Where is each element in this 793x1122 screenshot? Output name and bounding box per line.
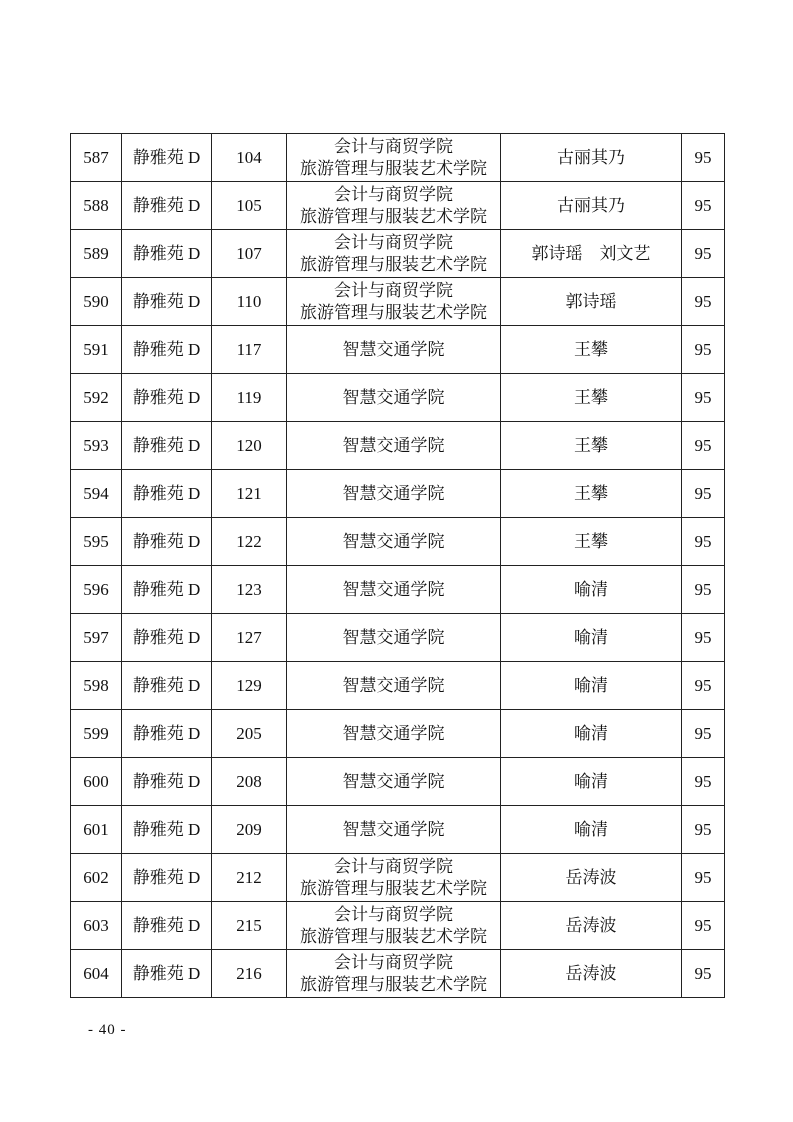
building-cell: 静雅苑 D [122, 422, 212, 470]
serial-number-cell: 589 [71, 230, 122, 278]
college-cell [287, 806, 501, 854]
room-number-cell: 215 [212, 902, 287, 950]
building-cell: 静雅苑 D [122, 278, 212, 326]
serial-number-cell: 597 [71, 614, 122, 662]
score-cell: 95 [682, 854, 725, 902]
college-cell [287, 326, 501, 374]
college-cell [287, 902, 501, 950]
college-name-line: 智慧交通学院 [342, 723, 445, 743]
building-cell: 静雅苑 D [122, 950, 212, 998]
counselor-name-cell: 岳涛波 [501, 854, 682, 902]
serial-number-cell: 590 [71, 278, 122, 326]
counselor-name-cell: 喻清 [501, 662, 682, 710]
college-name-line: 旅游管理与服装艺术学院 [300, 158, 487, 178]
college-cell [287, 566, 501, 614]
college-cell [287, 854, 501, 902]
table-row [71, 134, 725, 182]
table-row [71, 950, 725, 998]
room-number-cell: 107 [212, 230, 287, 278]
college-cell [287, 518, 501, 566]
score-cell: 95 [682, 566, 725, 614]
serial-number-cell: 596 [71, 566, 122, 614]
table-row [71, 518, 725, 566]
counselor-name-cell: 喻清 [501, 566, 682, 614]
table-row [71, 854, 725, 902]
college-cell [287, 470, 501, 518]
college-name-line: 旅游管理与服装艺术学院 [300, 254, 487, 274]
table-row [71, 230, 725, 278]
room-number-cell: 121 [212, 470, 287, 518]
building-cell: 静雅苑 D [122, 662, 212, 710]
building-cell: 静雅苑 D [122, 518, 212, 566]
counselor-name-cell: 王攀 [501, 470, 682, 518]
table-row [71, 710, 725, 758]
score-cell: 95 [682, 230, 725, 278]
table-row [71, 182, 725, 230]
college-name-line: 会计与商贸学院 [334, 856, 453, 876]
college-name-line: 智慧交通学院 [342, 771, 445, 791]
college-cell [287, 662, 501, 710]
counselor-name-cell: 喻清 [501, 710, 682, 758]
college-cell [287, 710, 501, 758]
college-name-line: 会计与商贸学院 [334, 952, 453, 972]
building-cell: 静雅苑 D [122, 566, 212, 614]
counselor-name-cell: 王攀 [501, 326, 682, 374]
building-cell: 静雅苑 D [122, 758, 212, 806]
table-row [71, 470, 725, 518]
counselor-name-cell: 王攀 [501, 374, 682, 422]
room-number-cell: 119 [212, 374, 287, 422]
college-name-line: 会计与商贸学院 [334, 280, 453, 300]
room-number-cell: 212 [212, 854, 287, 902]
table-row [71, 806, 725, 854]
counselor-name-cell: 郭诗瑶 [501, 278, 682, 326]
score-cell: 95 [682, 182, 725, 230]
counselor-name-cell: 郭诗瑶 刘文艺 [501, 230, 682, 278]
serial-number-cell: 601 [71, 806, 122, 854]
college-name-line: 智慧交通学院 [342, 579, 445, 599]
building-cell: 静雅苑 D [122, 374, 212, 422]
room-number-cell: 122 [212, 518, 287, 566]
serial-number-cell: 592 [71, 374, 122, 422]
serial-number-cell: 604 [71, 950, 122, 998]
college-name-line: 智慧交通学院 [342, 627, 445, 647]
serial-number-cell: 591 [71, 326, 122, 374]
table-row [71, 374, 725, 422]
serial-number-cell: 598 [71, 662, 122, 710]
score-cell: 95 [682, 470, 725, 518]
counselor-name-cell: 古丽其乃 [501, 134, 682, 182]
counselor-name-cell: 喻清 [501, 806, 682, 854]
college-cell [287, 182, 501, 230]
room-number-cell: 129 [212, 662, 287, 710]
college-name-line: 旅游管理与服装艺术学院 [300, 974, 487, 994]
room-number-cell: 209 [212, 806, 287, 854]
college-name-line: 会计与商贸学院 [334, 136, 453, 156]
table-row [71, 566, 725, 614]
college-cell [287, 614, 501, 662]
room-number-cell: 123 [212, 566, 287, 614]
room-number-cell: 208 [212, 758, 287, 806]
counselor-name-cell: 古丽其乃 [501, 182, 682, 230]
room-number-cell: 110 [212, 278, 287, 326]
table-row [71, 422, 725, 470]
serial-number-cell: 602 [71, 854, 122, 902]
building-cell: 静雅苑 D [122, 902, 212, 950]
building-cell: 静雅苑 D [122, 710, 212, 758]
counselor-name-cell: 王攀 [501, 422, 682, 470]
serial-number-cell: 600 [71, 758, 122, 806]
college-name-line: 会计与商贸学院 [334, 184, 453, 204]
table-row [71, 902, 725, 950]
room-number-cell: 104 [212, 134, 287, 182]
serial-number-cell: 595 [71, 518, 122, 566]
college-cell [287, 422, 501, 470]
score-cell: 95 [682, 710, 725, 758]
score-cell: 95 [682, 950, 725, 998]
serial-number-cell: 594 [71, 470, 122, 518]
building-cell: 静雅苑 D [122, 182, 212, 230]
score-cell: 95 [682, 278, 725, 326]
room-number-cell: 120 [212, 422, 287, 470]
serial-number-cell: 587 [71, 134, 122, 182]
serial-number-cell: 603 [71, 902, 122, 950]
room-number-cell: 216 [212, 950, 287, 998]
page-number: - 40 - [88, 1022, 127, 1038]
room-number-cell: 105 [212, 182, 287, 230]
college-cell [287, 374, 501, 422]
score-cell: 95 [682, 422, 725, 470]
college-name-line: 智慧交通学院 [342, 675, 445, 695]
serial-number-cell: 599 [71, 710, 122, 758]
dormitory-score-table [70, 133, 725, 998]
table-row [71, 278, 725, 326]
college-cell [287, 950, 501, 998]
college-name-line: 智慧交通学院 [342, 483, 445, 503]
building-cell: 静雅苑 D [122, 470, 212, 518]
table-row [71, 326, 725, 374]
score-cell: 95 [682, 374, 725, 422]
score-cell: 95 [682, 758, 725, 806]
college-name-line: 会计与商贸学院 [334, 232, 453, 252]
building-cell: 静雅苑 D [122, 806, 212, 854]
counselor-name-cell: 王攀 [501, 518, 682, 566]
building-cell: 静雅苑 D [122, 326, 212, 374]
college-name-line: 智慧交通学院 [342, 819, 445, 839]
score-cell: 95 [682, 902, 725, 950]
college-name-line: 智慧交通学院 [342, 387, 445, 407]
college-name-line: 智慧交通学院 [342, 435, 445, 455]
counselor-name-cell: 喻清 [501, 758, 682, 806]
score-cell: 95 [682, 806, 725, 854]
score-cell: 95 [682, 518, 725, 566]
table-body [71, 134, 725, 998]
room-number-cell: 117 [212, 326, 287, 374]
college-name-line: 旅游管理与服装艺术学院 [300, 302, 487, 322]
college-cell [287, 758, 501, 806]
college-name-line: 智慧交通学院 [342, 531, 445, 551]
table-row [71, 662, 725, 710]
college-name-line: 旅游管理与服装艺术学院 [300, 206, 487, 226]
college-name-line: 智慧交通学院 [342, 339, 445, 359]
score-cell: 95 [682, 134, 725, 182]
room-number-cell: 127 [212, 614, 287, 662]
building-cell: 静雅苑 D [122, 230, 212, 278]
serial-number-cell: 588 [71, 182, 122, 230]
counselor-name-cell: 岳涛波 [501, 950, 682, 998]
building-cell: 静雅苑 D [122, 854, 212, 902]
counselor-name-cell: 岳涛波 [501, 902, 682, 950]
building-cell: 静雅苑 D [122, 134, 212, 182]
score-cell: 95 [682, 326, 725, 374]
college-cell [287, 230, 501, 278]
college-name-line: 会计与商贸学院 [334, 904, 453, 924]
building-cell: 静雅苑 D [122, 614, 212, 662]
table-row [71, 758, 725, 806]
room-number-cell: 205 [212, 710, 287, 758]
score-cell: 95 [682, 614, 725, 662]
college-name-line: 旅游管理与服装艺术学院 [300, 926, 487, 946]
college-cell [287, 278, 501, 326]
table-row [71, 614, 725, 662]
college-cell [287, 134, 501, 182]
college-name-line: 旅游管理与服装艺术学院 [300, 878, 487, 898]
score-cell: 95 [682, 662, 725, 710]
counselor-name-cell: 喻清 [501, 614, 682, 662]
serial-number-cell: 593 [71, 422, 122, 470]
